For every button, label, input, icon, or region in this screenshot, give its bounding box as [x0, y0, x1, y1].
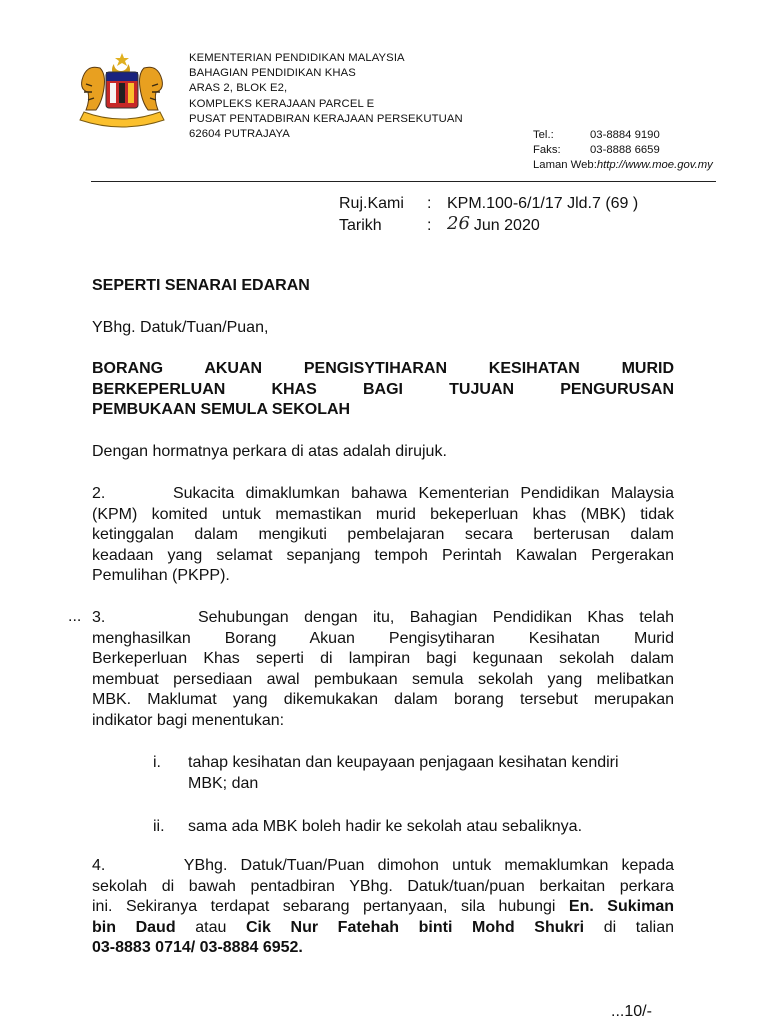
web-row	[533, 158, 713, 173]
paragraph-text: ini. Sekiranya terdapat sebarang pertanyaan, sila hubungi	[92, 898, 556, 916]
list-item-line: tahap kesihatan dan keupayaan penjagaan kesihatan kendiri	[188, 754, 619, 771]
fax-row	[533, 143, 713, 158]
ref-row	[339, 193, 638, 215]
paragraph-line: Berkeperluan Khas seperti di lampiran bagi kegunaan sekolah dalam	[92, 650, 674, 668]
contact-name: bin Daud	[92, 918, 176, 936]
fax-label: Faks:	[533, 144, 561, 157]
tel-row	[533, 128, 713, 143]
web-label: Laman Web:	[533, 159, 597, 172]
paragraph-line: 3. Sehubungan dengan itu, Bahagian Pendidikan Khas telah	[92, 609, 674, 626]
paragraph-text: atau	[195, 918, 227, 936]
recipient-line: SEPERTI SENARAI EDARAN	[92, 277, 310, 294]
date-colon: :	[427, 217, 432, 234]
paragraph-line: (KPM) komited untuk memastikan murid bekeperluan khas (MBK) tidak	[92, 505, 674, 523]
date-label: Tarikh	[339, 217, 382, 234]
paragraph-line: sekolah di bawah pentadbiran YBhg. Datuk/tuan/puan berkaitan perkara	[92, 877, 674, 895]
subject-line: PEMBUKAAN SEMULA SEKOLAH	[92, 401, 351, 419]
paragraph-line: Pemulihan (PKPP).	[92, 567, 230, 585]
paragraph-line: 2. Sukacita dimaklumkan bahawa Kementerian Pendidikan Malaysia	[92, 485, 674, 502]
ref-colon: :	[427, 195, 432, 212]
continuation-dots: ...	[68, 608, 82, 625]
subject-heading	[92, 359, 674, 421]
contact-name: En. Sukiman	[568, 898, 674, 916]
address-line: KOMPLEKS KERAJAAN PARCEL E	[189, 97, 375, 110]
list-item-number: i.	[153, 754, 161, 771]
ref-value: KPM.100-6/1/17 Jld.7 (69 )	[447, 195, 639, 212]
page-continuation: ...10/-	[611, 1003, 652, 1020]
paragraph-2	[92, 484, 674, 587]
paragraph-line: keadaan yang selamat sepanjang tempoh Perintah Kawalan Pergerakan	[92, 546, 674, 564]
paragraph-line: menghasilkan Borang Akuan Pengisytiharan Kesihatan Murid	[92, 629, 674, 647]
address-line: BAHAGIAN PENDIDIKAN KHAS	[189, 67, 356, 80]
paragraph-line	[92, 918, 674, 939]
salutation: YBhg. Datuk/Tuan/Puan,	[92, 319, 269, 336]
paragraph-4	[92, 856, 674, 959]
tel-value: 03-8884 9190	[590, 129, 660, 141]
list-item-line: sama ada MBK boleh hadir ke sekolah atau sebaliknya.	[188, 818, 583, 835]
web-value: //www.moe.gov.my	[618, 159, 713, 172]
list-item-text	[188, 752, 675, 794]
paragraph-text: di talian	[603, 918, 675, 936]
date-month-year: Jun 2020	[473, 217, 540, 234]
subject-line: BERKEPERLUAN KHAS BAGI TUJUAN PENGURUSAN	[92, 380, 674, 398]
fax-value: 03-8888 6659	[590, 144, 660, 157]
paragraph-line: 4. YBhg. Datuk/Tuan/Puan dimohon untuk memaklumkan kepada	[92, 857, 674, 874]
date-row	[339, 215, 638, 237]
ref-label: Ruj.Kami	[339, 195, 404, 212]
paragraph-line: MBK. Maklumat yang dikemukakan dalam borang tersebut merupakan	[92, 691, 674, 709]
malaysia-coat-of-arms-icon	[70, 50, 174, 130]
address-line: KEMENTERIAN PENDIDIKAN MALAYSIA	[189, 52, 405, 64]
paragraph-line	[92, 897, 674, 918]
contact-phone: 03-8883 0714/ 03-8884 6952.	[92, 939, 303, 957]
tel-label: Tel.:	[533, 129, 554, 141]
paragraph-3	[92, 608, 674, 732]
address-line: ARAS 2, BLOK E2,	[189, 82, 288, 95]
paragraph-line: ketinggalan dalam mengikuti pembelajaran secara berterusan dalam	[92, 526, 674, 544]
paragraph-line: indikator bagi menentukan:	[92, 711, 285, 729]
subject-line: BORANG AKUAN PENGISYTIHARAN KESIHATAN MURID	[92, 360, 674, 377]
ministry-address	[189, 51, 463, 142]
contact-block	[533, 128, 713, 174]
list-item-text	[188, 816, 675, 837]
contact-name: Cik Nur Fatehah binti Mohd Shukri	[246, 918, 585, 936]
web-prefix: http:	[596, 159, 619, 172]
address-line: 62604 PUTRAJAYA	[189, 128, 290, 141]
reference-block	[339, 193, 638, 237]
list-item-line: MBK; dan	[188, 775, 259, 792]
header-divider	[91, 181, 716, 182]
address-line: PUSAT PENTADBIRAN KERAJAAN PERSEKUTUAN	[189, 112, 463, 125]
list-item-number: ii.	[153, 818, 165, 835]
paragraph-line: membuat persediaan awal pembukaan semula sekolah yang melibatkan	[92, 670, 674, 688]
intro-paragraph: Dengan hormatnya perkara di atas adalah dirujuk.	[92, 443, 447, 460]
date-day-handwritten: 26	[447, 213, 470, 234]
